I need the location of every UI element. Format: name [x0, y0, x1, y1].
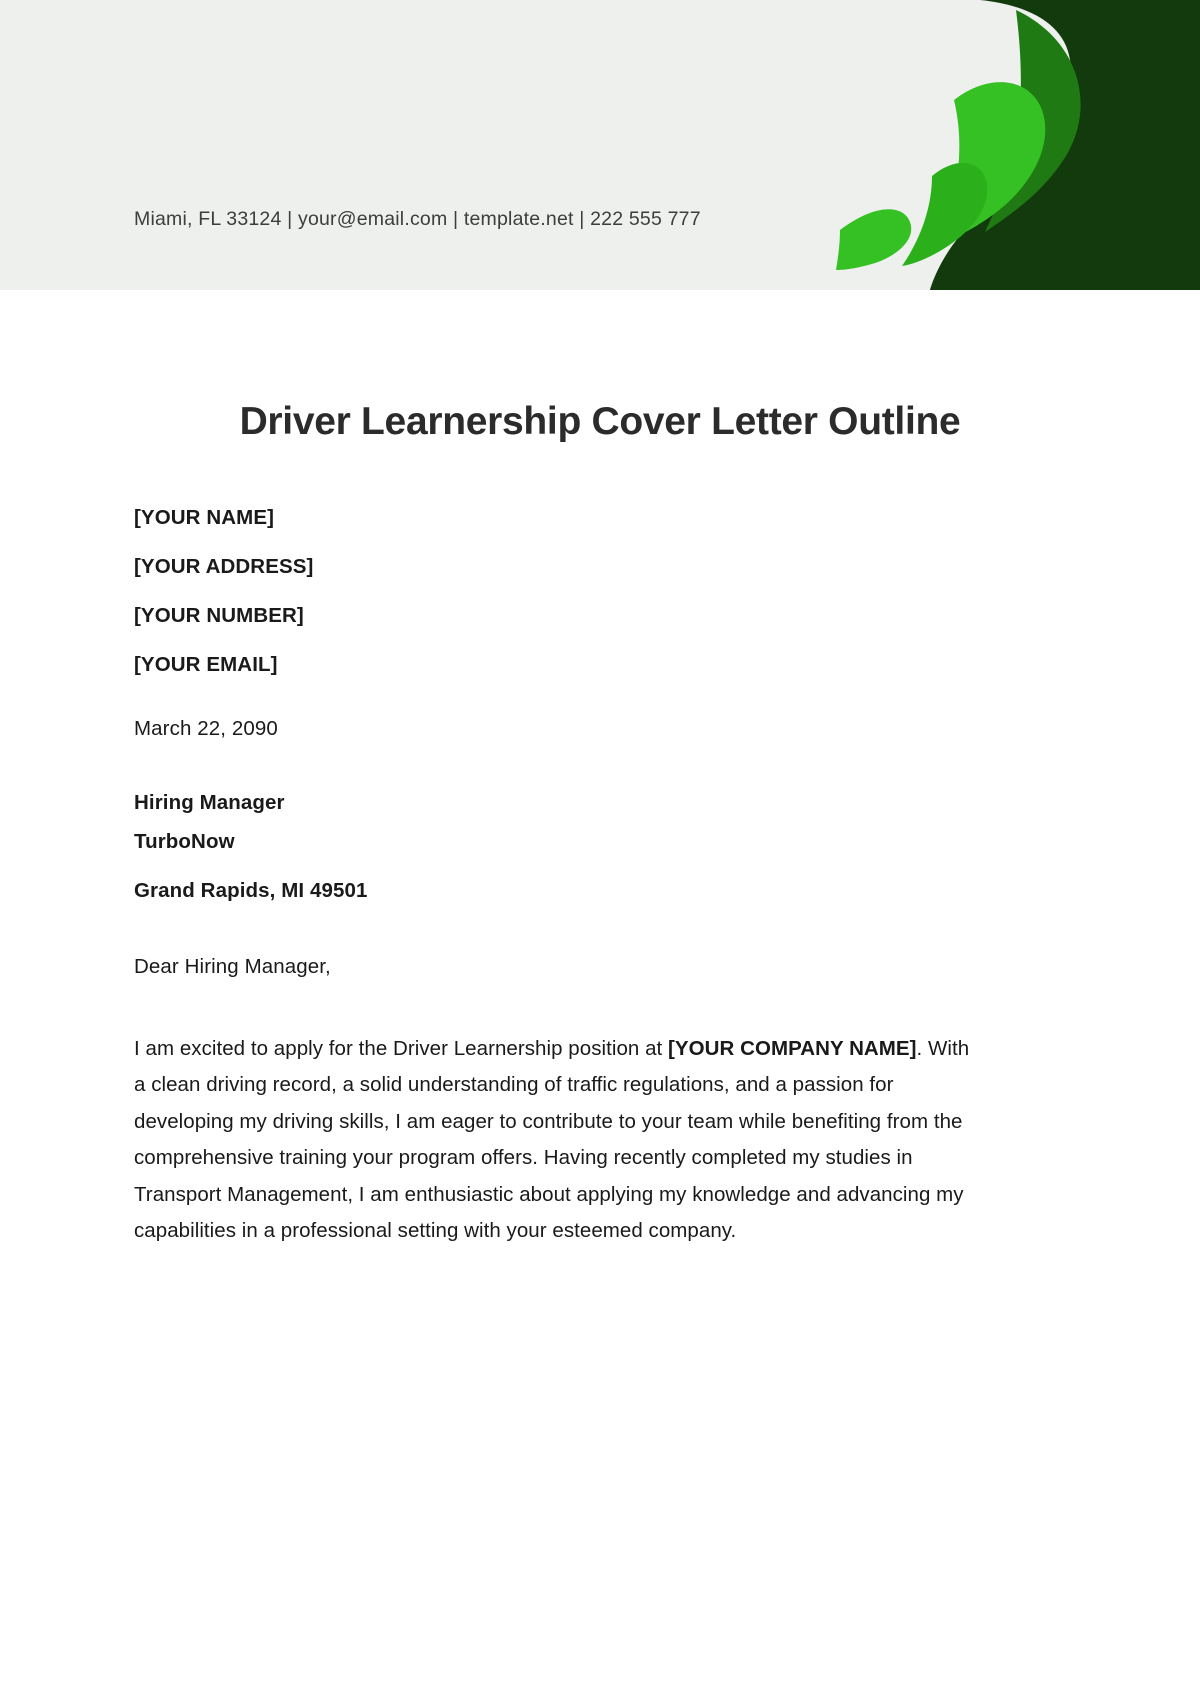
letter-date: March 22, 2090: [134, 717, 278, 740]
header-band: [0, 0, 1200, 290]
header-contact-line: Miami, FL 33124 | your@email.com | template.net | 222 555 777: [134, 208, 701, 230]
date-block: [134, 717, 1066, 741]
leaf-decoration-icon: [780, 0, 1200, 290]
recipient-company: TurboNow: [134, 830, 235, 853]
sender-number: [YOUR NUMBER]: [134, 604, 304, 627]
sender-name: [YOUR NAME]: [134, 506, 275, 529]
page-title: Driver Learnership Cover Letter Outline: [239, 400, 961, 443]
document-body: [0, 290, 1200, 1250]
recipient-block: [134, 791, 1066, 903]
recipient-location: Grand Rapids, MI 49501: [134, 879, 368, 902]
company-placeholder: [YOUR COMPANY NAME]: [668, 1037, 917, 1060]
salutation-block: [134, 955, 1066, 979]
recipient-title: Hiring Manager: [134, 791, 285, 814]
sender-block: [134, 506, 1066, 677]
sender-email: [YOUR EMAIL]: [134, 653, 278, 676]
body-part-two: . With a clean driving record, a solid understanding of traffic regulations, and a passion for developing my driving skills, I am eager to contribute to your team while benefiting from the comprehensive training your program offers. Having recently completed my studies in Transport Management, I am enthusiastic about applying my knowledge and advancing my capabilities in a professional setting with your esteemed company.: [134, 1037, 970, 1243]
body-paragraph: [134, 1031, 986, 1250]
sender-address: [YOUR ADDRESS]: [134, 555, 314, 578]
salutation: Dear Hiring Manager,: [134, 955, 331, 978]
body-part-one: I am excited to apply for the Driver Learnership position at: [134, 1037, 669, 1060]
